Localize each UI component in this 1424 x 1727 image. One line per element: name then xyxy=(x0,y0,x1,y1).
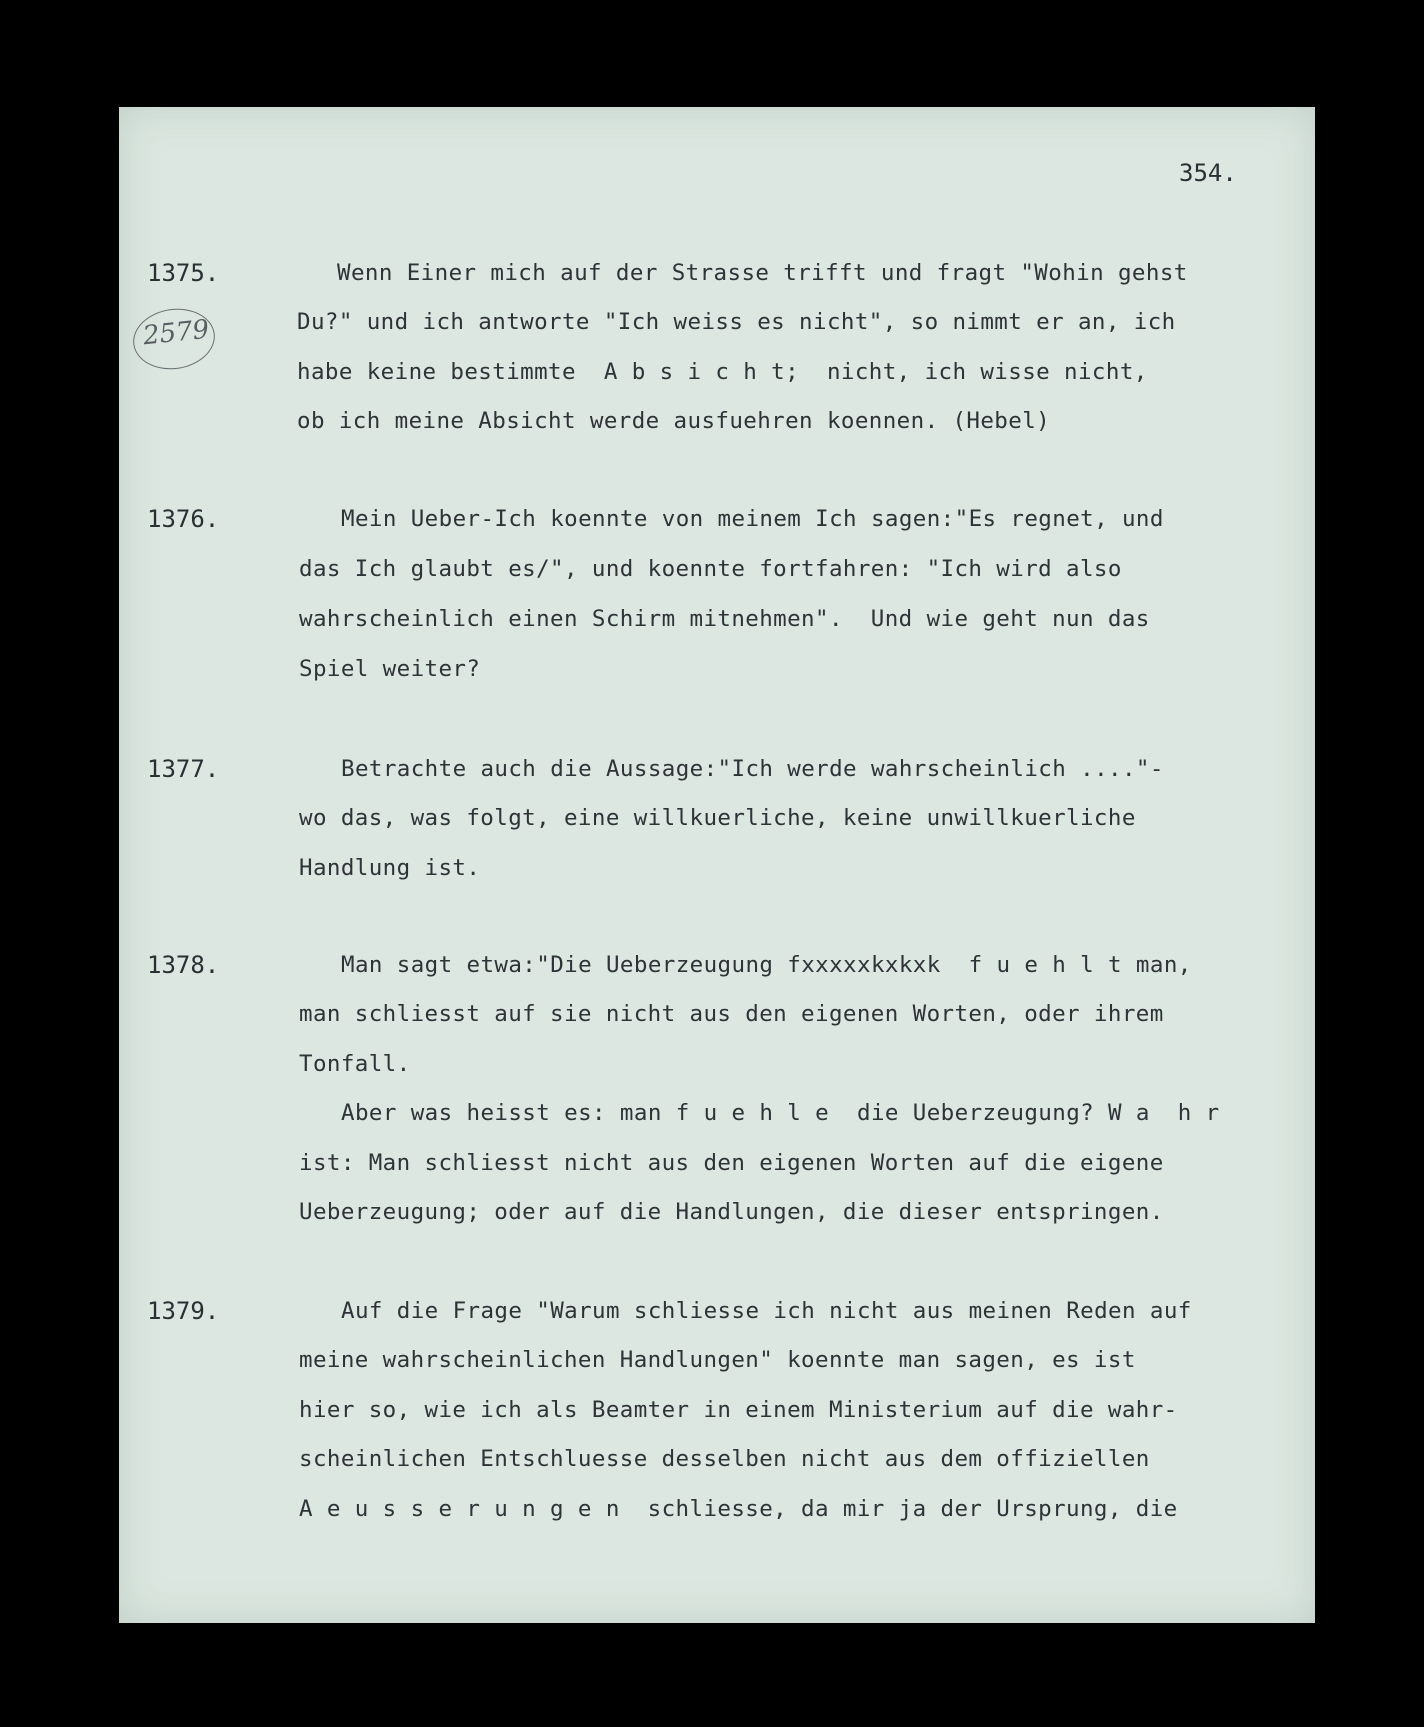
entry-number-1375: 1375. xyxy=(147,259,220,287)
entry-1378-line-3: Tonfall. xyxy=(299,1051,411,1077)
entry-1375-line-2: Du?" und ich antworte "Ich weiss es nicht", so nimmt er an, ich xyxy=(297,309,1176,335)
entry-1375-line-3: habe keine bestimmte A b s i c h t; nicht, ich wisse nicht, xyxy=(297,359,1148,385)
handwritten-annotation-number: 2579 xyxy=(141,314,211,352)
entry-1375-line-1: Wenn Einer mich auf der Strasse trifft und fragt "Wohin gehst xyxy=(337,260,1188,286)
entry-1378-line-1: Man sagt etwa:"Die Ueberzeugung fxxxxxkxkxk f u e h l t man, xyxy=(341,952,1192,978)
entry-1378-line-4: Aber was heisst es: man f u e h l e die Ueberzeugung? W a h r xyxy=(341,1100,1220,1126)
entry-1379-line-2: meine wahrscheinlichen Handlungen" koennte man sagen, es ist xyxy=(299,1347,1136,1373)
entry-1376-line-1: Mein Ueber-Ich koennte von meinem Ich sagen:"Es regnet, und xyxy=(341,506,1164,532)
entry-number-1378: 1378. xyxy=(147,951,220,979)
entry-1379-line-1: Auf die Frage "Warum schliesse ich nicht aus meinen Reden auf xyxy=(341,1298,1192,1324)
entry-1378-line-5: ist: Man schliesst nicht aus den eigenen Worten auf die eigene xyxy=(299,1150,1164,1176)
entry-1378-line-6: Ueberzeugung; oder auf die Handlungen, die dieser entspringen. xyxy=(299,1199,1164,1225)
entry-1379-line-4: scheinlichen Entschluesse desselben nicht aus dem offiziellen xyxy=(299,1446,1150,1472)
entry-1376-line-3: wahrscheinlich einen Schirm mitnehmen". Und wie geht nun das xyxy=(299,606,1150,632)
entry-1376-line-4: Spiel weiter? xyxy=(299,656,481,682)
entry-number-1379: 1379. xyxy=(147,1297,220,1325)
entry-1377-line-2: wo das, was folgt, eine willkuerliche, keine unwillkuerliche xyxy=(299,805,1136,831)
entry-1375-line-4: ob ich meine Absicht werde ausfuehren koennen. (Hebel) xyxy=(297,408,1051,434)
entry-number-1377: 1377. xyxy=(147,755,220,783)
entry-1376-line-2: das Ich glaubt es/", und koennte fortfahren: "Ich wird also xyxy=(299,556,1122,582)
entry-1378-line-2: man schliesst auf sie nicht aus den eigenen Worten, oder ihrem xyxy=(299,1001,1164,1027)
page-number: 354. xyxy=(1179,159,1237,187)
entry-1377-line-3: Handlung ist. xyxy=(299,855,481,881)
typescript-page xyxy=(119,107,1315,1623)
entry-1379-line-3: hier so, wie ich als Beamter in einem Ministerium auf die wahr- xyxy=(299,1397,1178,1423)
entry-1379-line-5: A e u s s e r u n g e n schliesse, da mir ja der Ursprung, die xyxy=(299,1496,1178,1522)
entry-number-1376: 1376. xyxy=(147,505,220,533)
entry-1377-line-1: Betrachte auch die Aussage:"Ich werde wahrscheinlich ...."- xyxy=(341,756,1164,782)
